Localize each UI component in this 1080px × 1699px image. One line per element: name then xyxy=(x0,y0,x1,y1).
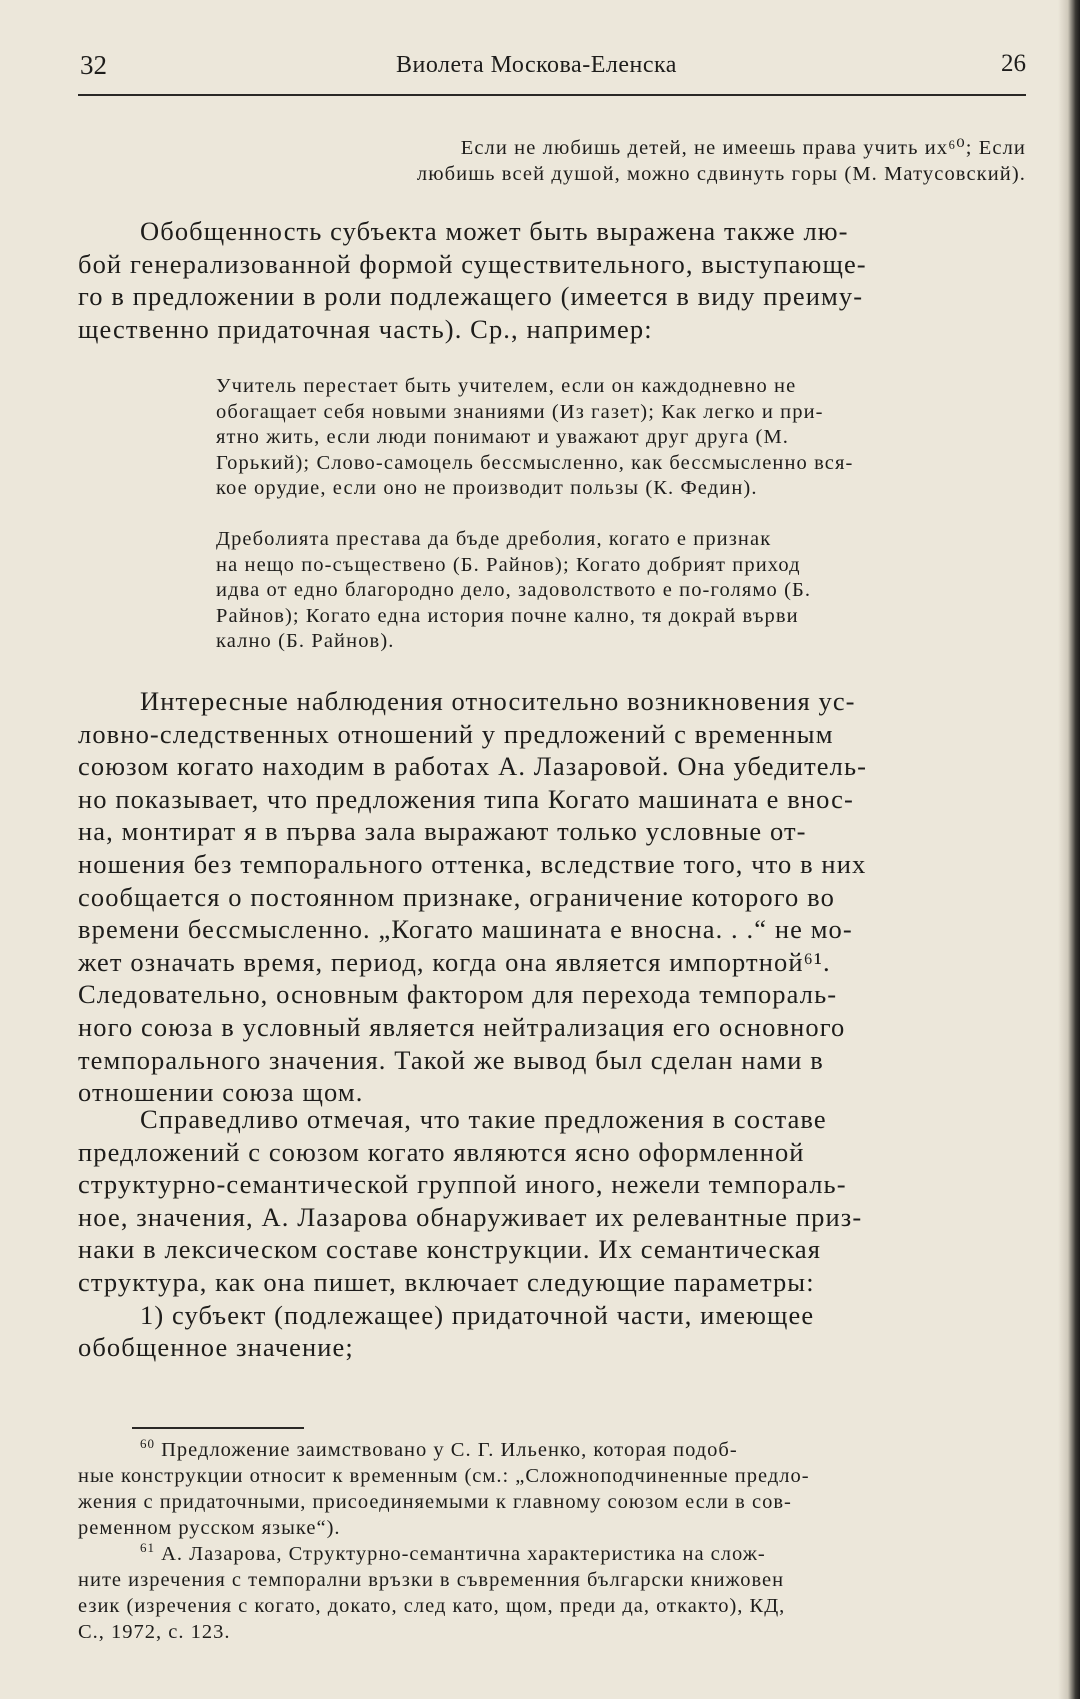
paragraph-2 xyxy=(78,685,1026,1109)
paragraph-line: ношения без темпорального оттенка, вследствие того, что в них xyxy=(78,848,867,879)
footnotes xyxy=(78,1437,1026,1645)
quote-block-1 xyxy=(230,136,1026,187)
paragraph-line: на, монтират я в първа зала выражают только условные от- xyxy=(78,816,807,847)
footnote-61-line: С., 1972, с. 123. xyxy=(78,1621,231,1643)
paragraph-line: структура, как она пишет, включает следующие параметры: xyxy=(78,1266,815,1297)
footnote-60-line: ременном русском языке“). xyxy=(78,1517,341,1539)
footnote-61-line xyxy=(78,1541,1026,1567)
paragraph-line: Обобщенность субъекта может быть выражена также лю- xyxy=(140,216,849,246)
paragraph-line: ловно-следственных отношений у предложений с временным xyxy=(78,718,834,749)
paragraph-line: союзом когато находим в работах А. Лазаровой. Она убедитель- xyxy=(78,751,868,782)
quote-block-2 xyxy=(216,374,1026,502)
paragraph-line: Справедливо отмечая, что такие предложения в составе xyxy=(140,1104,827,1134)
quote-line: Райнов); Когато една история почне кално, тя докрай върви xyxy=(216,604,799,627)
paragraph-line: щественно придаточная часть). Ср., например: xyxy=(78,313,653,344)
running-title: Виолета Москова-Еленска xyxy=(396,52,677,78)
paragraph-3 xyxy=(78,1103,1026,1364)
paragraph-1 xyxy=(78,215,1026,345)
header-rule xyxy=(78,94,1026,96)
paragraph-line: бой генерализованной формой существительного, выступающе- xyxy=(78,248,867,279)
quote-line: кално (Б. Райнов). xyxy=(216,630,395,652)
paragraph-line: ное, значения, А. Лазарова обнаруживает их релевантные приз- xyxy=(78,1201,863,1232)
footnote-number: 60 xyxy=(140,1436,155,1452)
quote-line: любишь всей душой, можно сдвинуть горы (М. Матусовский). xyxy=(416,162,1026,185)
footnote-text: А. Лазарова, Структурно-семантична характеристика на слож- xyxy=(161,1543,766,1565)
paragraph-line: обобщенное значение; xyxy=(78,1332,354,1363)
quote-line: ятно жить, если люди понимают и уважают друг друга (М. xyxy=(216,426,790,448)
paragraph-line: Следовательно, основным фактором для перехода темпораль- xyxy=(78,979,838,1010)
paragraph-line: ного союза в условный является нейтрализация его основного xyxy=(78,1011,846,1042)
paragraph-line: отношении союза щом. xyxy=(78,1077,364,1108)
paragraph-line: предложений с союзом когато являются ясно оформленной xyxy=(78,1136,805,1167)
quote-line: Дребoлията престава да бъде дребoлия, когато е признак xyxy=(216,528,772,550)
quote-line: на нещо по-съществено (Б. Райнов); Когато добрият приход xyxy=(216,553,801,576)
quote-line: Учитель перестает быть учителем, если он каждодневно не xyxy=(216,375,797,397)
quote-line: идва от едно благородно дело, задоволството е по-голямо (Б. xyxy=(216,579,812,601)
quote-line: обогащает себя новыми знаниями (Из газет); Как легко и при- xyxy=(216,400,824,423)
quote-line: кое орудие, если оно не производит пользы (К. Федин). xyxy=(216,477,758,499)
quote-line: Горький); Слово-самоцель бессмысленно, как бессмысленно вся- xyxy=(216,451,854,474)
paragraph-line: Интересные наблюдения относительно возникновения ус- xyxy=(140,686,856,716)
footnote-60-line: жения с придаточными, присоединяемыми к главному союзом если в сов- xyxy=(78,1491,792,1513)
quote-line: Если не любишь детей, не имеешь права учить их⁶⁰; Если xyxy=(460,137,1026,159)
paragraph-line: го в предложении в роли подлежащего (имеется в виду преиму- xyxy=(78,281,864,312)
paragraph-line: жет означать время, период, когда она является импортной⁶¹. xyxy=(78,946,831,977)
paragraph-line: наки в лексическом составе конструкции. Их семантическая xyxy=(78,1234,822,1265)
footnote-text: Предложение заимствовано у С. Г. Ильенко, которая подоб- xyxy=(161,1439,738,1461)
paragraph-line: времени бессмысленно. „Когато машината е вносна. . .“ не мо- xyxy=(78,914,853,945)
footnote-number: 61 xyxy=(140,1540,155,1556)
footnote-60-line xyxy=(78,1437,1026,1463)
paragraph-line: 1) субъект (подлежащее) придаточной части, имеющее xyxy=(140,1299,815,1330)
book-spine-shadow xyxy=(1058,0,1080,1699)
quote-block-3 xyxy=(216,527,1026,655)
footnote-60-line: ные конструкции относит к временным (см.: „Сложноподчиненные предло- xyxy=(78,1465,810,1487)
paragraph-line: но показывает, что предложения типа Когато машината е внос- xyxy=(78,783,854,814)
footnote-61-line: ните изречения с темпорални връзки в съвременния български книжовен xyxy=(78,1569,785,1591)
page-number-left: 32 xyxy=(80,50,107,80)
paragraph-line: структурно-семантической группой иного, нежели темпораль- xyxy=(78,1169,847,1200)
footnote-rule xyxy=(132,1427,304,1429)
paragraph-line: сообщается о постоянном признаке, ограничение которого во xyxy=(78,881,835,912)
page-header xyxy=(78,50,1026,84)
page-number-right: 26 xyxy=(1001,50,1026,77)
paragraph-line: темпорального значения. Такой же вывод был сделан нами в xyxy=(78,1044,824,1075)
footnote-61-line: език (изречения с когато, докато, след като, щом, преди да, откакто), КД, xyxy=(78,1595,786,1617)
